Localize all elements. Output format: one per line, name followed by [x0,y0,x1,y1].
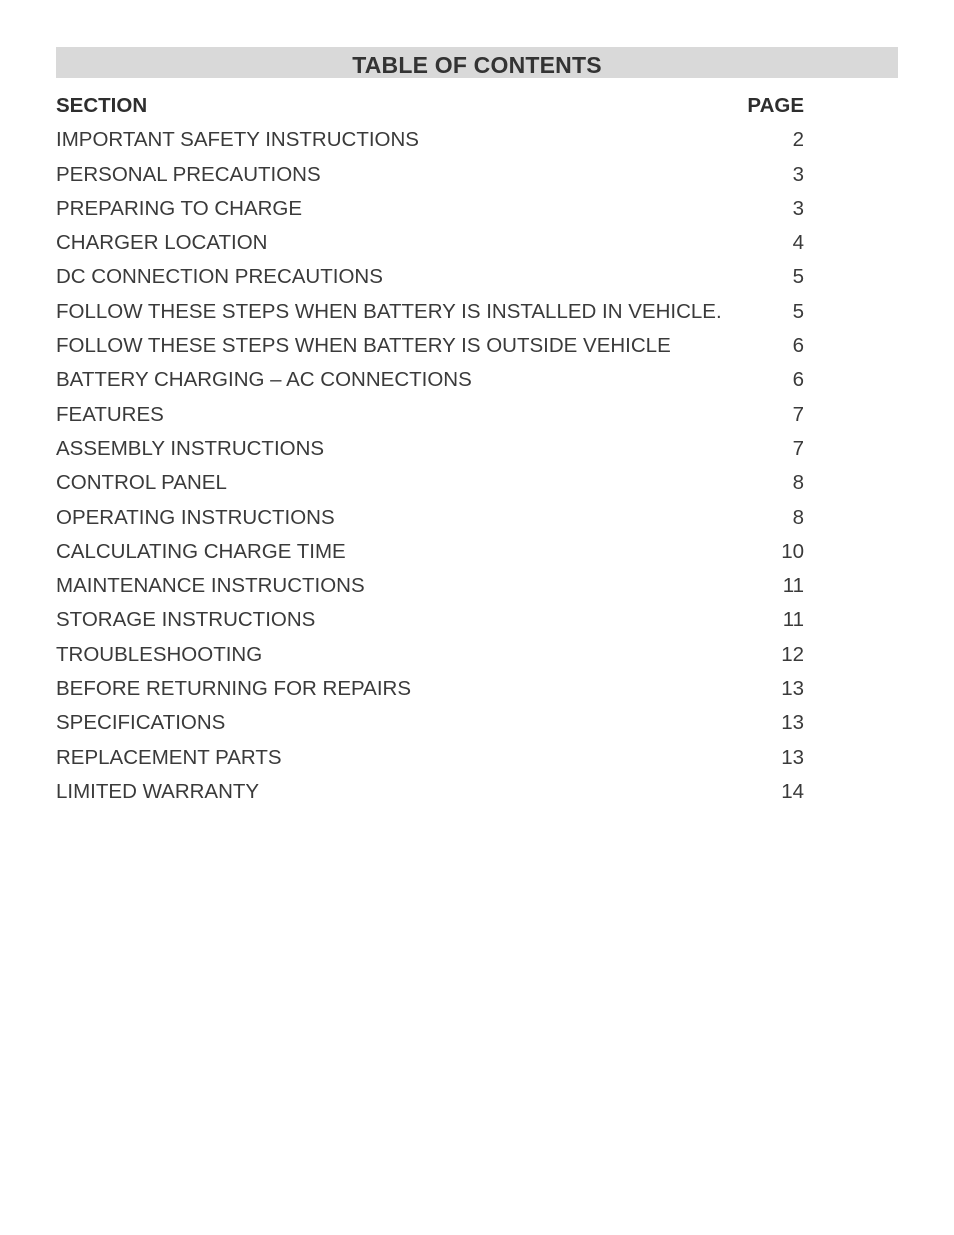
toc-entry[interactable] [56,158,804,192]
toc-entry-page: 11 [782,608,804,632]
toc-entry-section: MAINTENANCE INSTRUCTIONS [56,574,365,598]
page-column-header: PAGE [747,94,804,117]
toc-entry-section: DC CONNECTION PRECAUTIONS [56,265,383,289]
toc-entry-page: 6 [792,368,804,392]
toc-entry-section: ASSEMBLY INSTRUCTIONS [56,436,325,460]
toc-entry[interactable] [56,535,804,569]
toc-entry[interactable] [56,295,804,329]
toc-entry-page: 5 [792,265,804,289]
toc-entry-page: 7 [792,436,804,460]
toc-entry-page: 13 [781,745,804,769]
toc-entry[interactable] [56,192,804,226]
toc-entry-section: SPECIFICATIONS [56,711,226,735]
toc-entry-section: LIMITED WARRANTY [56,779,260,803]
toc-entry[interactable] [56,329,804,363]
section-column-header: SECTION [56,94,148,117]
toc-entry[interactable] [56,466,804,500]
toc-entry-section: CHARGER LOCATION [56,231,268,255]
toc-entry[interactable] [56,260,804,294]
toc-entry-section: TROUBLESHOOTING [56,642,263,666]
toc-header-row [56,89,804,123]
toc-entry-section: BEFORE RETURNING FOR REPAIRS [56,677,411,701]
toc-entry-page: 14 [781,779,804,803]
toc-entry-section: OPERATING INSTRUCTIONS [56,505,335,529]
toc-entry[interactable] [56,363,804,397]
toc-entry-section: PERSONAL PRECAUTIONS [56,162,321,186]
toc-entry[interactable] [56,706,804,740]
toc-entry[interactable] [56,398,804,432]
toc-entry-page: 6 [792,334,804,358]
toc-entry-page: 10 [781,539,804,563]
toc-entry-page: 3 [792,196,804,220]
toc-entry[interactable] [56,501,804,535]
page-title: TABLE OF CONTENTS [352,52,602,78]
toc-entry-page: 13 [781,711,804,735]
toc-entry[interactable] [56,569,804,603]
toc-entry[interactable] [56,775,804,809]
toc-entry-page: 5 [792,299,804,323]
toc-entry-section: FEATURES [56,402,164,426]
toc-entry-page: 8 [792,471,804,495]
toc-entry-section: PREPARING TO CHARGE [56,196,303,220]
toc-entry-page: 11 [782,574,804,598]
toc-entry-page: 13 [781,677,804,701]
toc-entry-section: CONTROL PANEL [56,471,227,495]
toc-entry[interactable] [56,123,804,157]
toc-entry-page: 4 [792,231,804,255]
toc-entry[interactable] [56,638,804,672]
toc-entry-page: 12 [781,642,804,666]
toc-entry[interactable] [56,432,804,466]
toc-entry-page: 8 [792,505,804,529]
toc-title-bar [56,47,898,78]
toc-entry-section: REPLACEMENT PARTS [56,745,282,769]
toc-entry[interactable] [56,226,804,260]
toc-entry[interactable] [56,741,804,775]
toc-entry-page: 7 [792,402,804,426]
toc-entry[interactable] [56,603,804,637]
toc-entry-section: BATTERY CHARGING – AC CONNECTIONS [56,368,472,392]
toc-entry-section: CALCULATING CHARGE TIME [56,539,346,563]
toc-list [56,89,804,809]
toc-entry-page: 3 [792,162,804,186]
toc-entry-section: FOLLOW THESE STEPS WHEN BATTERY IS INSTALLED IN VEHICLE. [56,299,722,323]
toc-entry[interactable] [56,672,804,706]
toc-entry-section: STORAGE INSTRUCTIONS [56,608,316,632]
toc-entry-section: IMPORTANT SAFETY INSTRUCTIONS [56,128,419,152]
toc-entry-section: FOLLOW THESE STEPS WHEN BATTERY IS OUTSIDE VEHICLE [56,334,671,358]
toc-entry-page: 2 [792,128,804,152]
